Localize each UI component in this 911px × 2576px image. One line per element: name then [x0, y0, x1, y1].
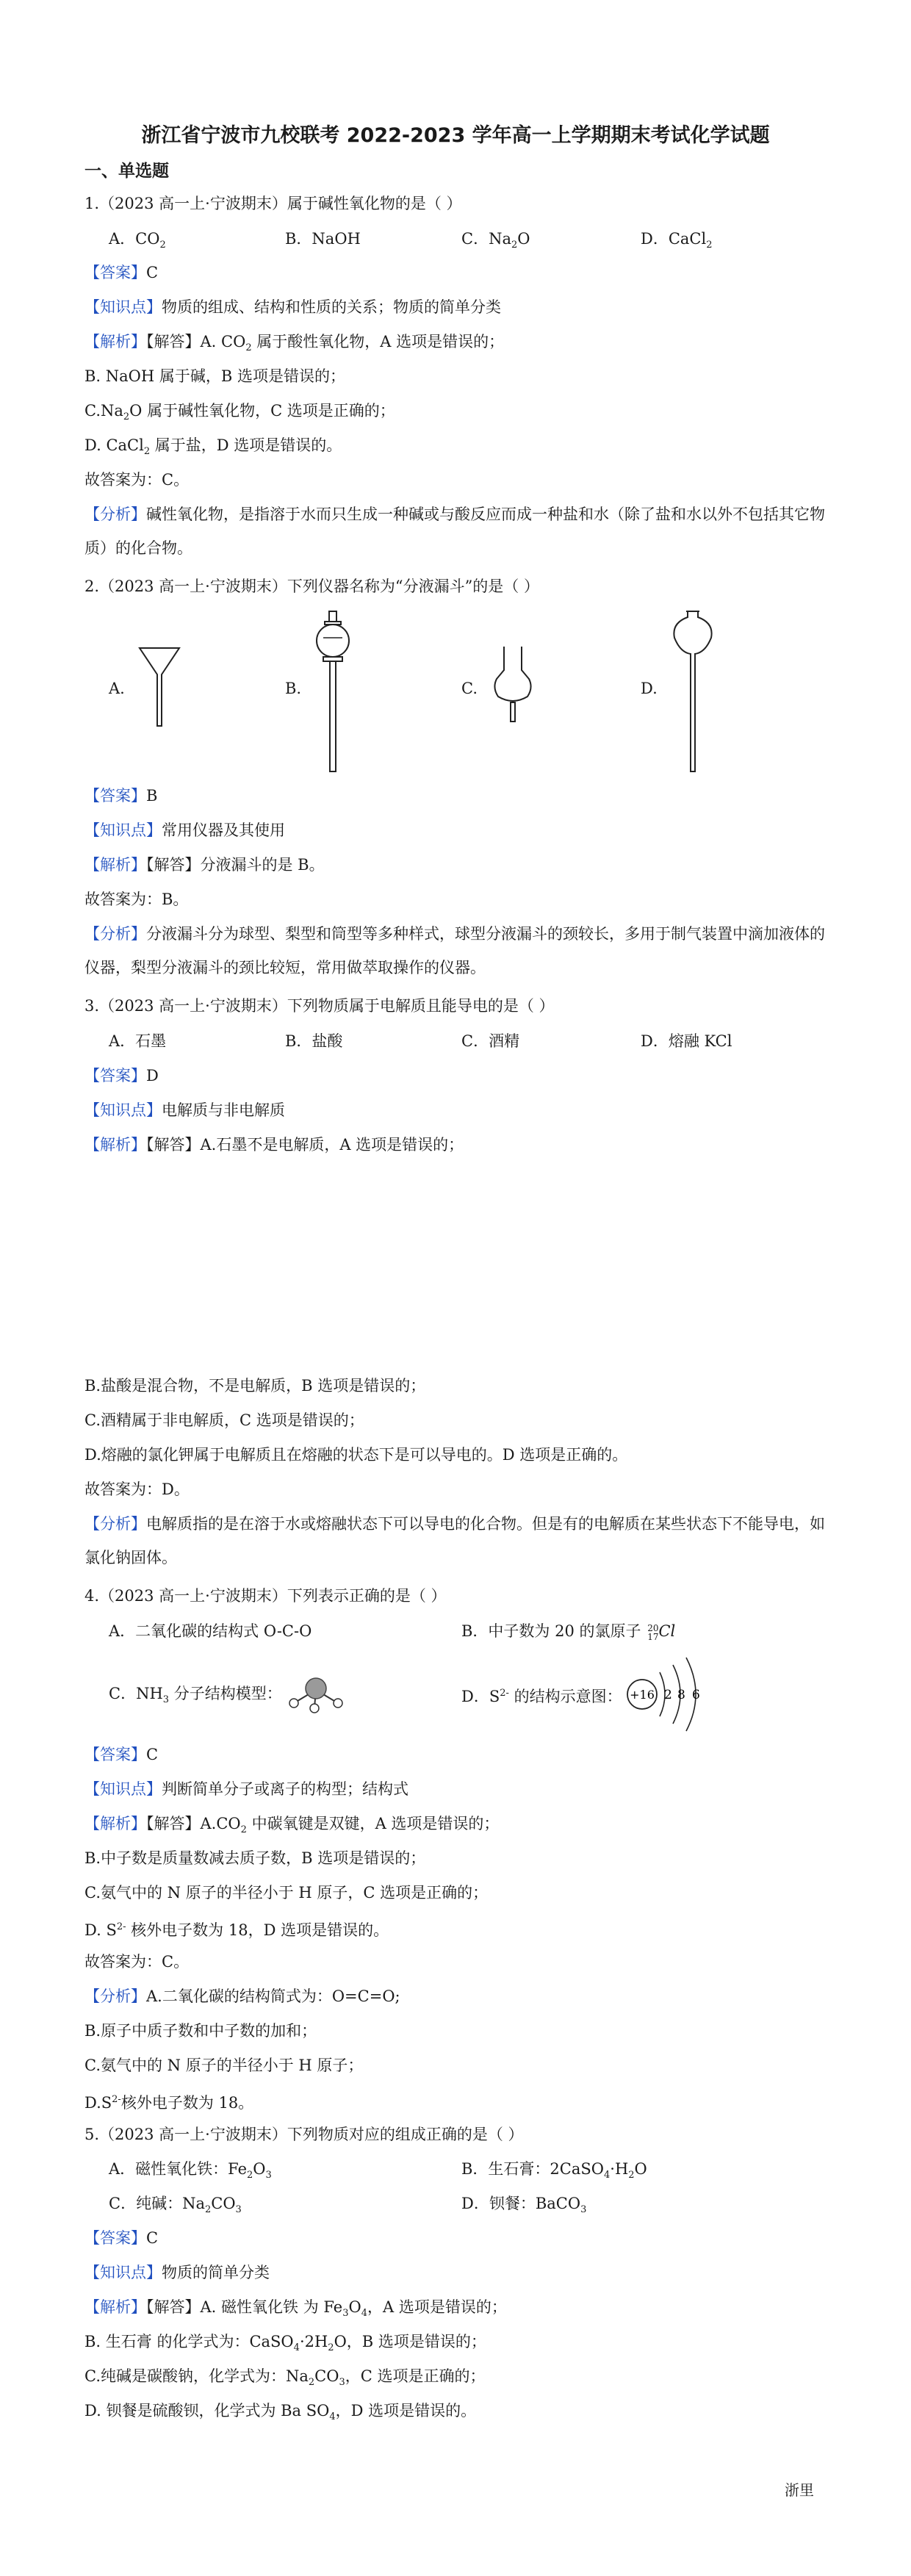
q1-option-a: A．$CO_2$ [109, 230, 166, 251]
shell-3-electrons: 6 [692, 1688, 700, 1702]
q5-explanation-a: 【解析】【解答】A. 磁性氧化铁 为 $Fe_3O_4$，A 选项是错误的； [84, 2298, 507, 2320]
q5-option-d: D．钡餐：BaCO$_3$ [461, 2195, 587, 2216]
q1-final: 故答案为：C。 [84, 471, 190, 489]
q2-explanation: 【解析】【解答】分液漏斗的是 B。 [84, 856, 325, 874]
q4-comment-a: 【分析】A.二氧化碳的结构简式为：O=C=O; [84, 1987, 400, 2005]
q4-final: 故答案为：C。 [84, 1953, 190, 1971]
sulfide-ion-structure-diagram [624, 1659, 727, 1733]
q4-explanation-b: B.中子数是质量数减去质子数，B 选项是错误的； [84, 1849, 426, 1867]
q1-option-c: C．$Na_2O$ [461, 230, 530, 251]
page-footer: 浙里 [785, 2481, 814, 2499]
q3-final: 故答案为：D。 [84, 1481, 190, 1498]
q1-comment: 【分析】碱性氧化物，是指溶于水而只生成一种碱或与酸反应而成一种盐和水（除了盐和水以外不包括其它物质）的化合物。 [84, 506, 825, 557]
q5-explanation-b: B. 生石膏 的化学式为：$CaSO_4\cdot 2H_2O$，B 选项是错误的； [84, 2333, 486, 2354]
q3-comment: 【分析】电解质指的是在溶于水或熔融状态下可以导电的化合物。但是有的电解质在某些状态下不能导电，如氯化钠固体。 [84, 1515, 825, 1566]
q3-answer: 【答案】D [84, 1067, 159, 1084]
q2-option-b: B. [285, 680, 302, 697]
q5-option-a: A．磁性氧化铁：$Fe_2O_3$ [109, 2160, 272, 2181]
q3-option-b: B．盐酸 [285, 1032, 343, 1050]
q2-option-c: C. [461, 680, 478, 697]
q5-stem: 5.（2023 高一上·宁波期末）下列物质对应的组成正确的是（ ） [84, 2126, 524, 2143]
q4-explanation-a: 【解析】【解答】$A.CO_2$ 中碳氧键是双键，A 选项是错误的； [84, 1815, 500, 1836]
q4-explanation-d: D. $S^{2-}$ 核外电子数为 18，D 选项是错误的。 [84, 1921, 389, 1939]
q1-explanation-d: D. CaCl$_2$ 属于盐，D 选项是错误的。 [84, 436, 342, 458]
q1-option-b: B．NaOH [285, 230, 361, 248]
q1-explanation-a: 【解析】【解答】A. $CO_2$ 属于酸性氧化物，A 选项是错误的； [84, 333, 505, 354]
q4-option-c: C．$NH_3$ 分子结构模型： [109, 1685, 282, 1706]
q3-option-a: A．石墨 [109, 1032, 167, 1050]
q3-option-d: D．熔融 KCl [641, 1032, 732, 1050]
q3-explanation-b: B.盐酸是混合物，不是电解质，B 选项是错误的； [84, 1377, 426, 1395]
q3-explanation-a: 【解析】【解答】A.石墨不是电解质，A 选项是错误的； [84, 1136, 464, 1154]
q4-option-b: B．中子数为 20 的氯原子 20 17Cl [461, 1622, 676, 1642]
separatory-funnel-figure [307, 610, 359, 779]
q4-explanation-c: C.氨气中的 N 原子的半径小于 H 原子，C 选项是正确的； [84, 1884, 489, 1902]
q1-answer: 【答案】C [84, 264, 159, 281]
q5-option-b: B．生石膏：$2CaSO_4\cdot H_2O$ [461, 2160, 647, 2181]
q3-explanation-c: C.酒精属于非电解质，C 选项是错误的； [84, 1411, 364, 1429]
q5-knowledge: 【知识点】物质的简单分类 [84, 2264, 270, 2281]
cylindrical-funnel-figure [491, 645, 535, 726]
q2-final: 故答案为：B。 [84, 891, 189, 908]
q1-stem: 1.（2023 高一上·宁波期末）属于碱性氧化物的是（ ） [84, 195, 462, 212]
mass-number: 20 [647, 1622, 659, 1633]
q4-option-a: A．二氧化碳的结构式 O-C-O [109, 1622, 312, 1640]
q1-option-d: D．CaCl$_2$ [641, 230, 713, 251]
globe-funnel-figure [667, 610, 719, 779]
q3-knowledge: 【知识点】电解质与非电解质 [84, 1101, 285, 1119]
q4-option-d: D．$S^{2-}$ 的结构示意图： [461, 1688, 622, 1705]
shell-2-electrons: 8 [677, 1688, 685, 1702]
q1-knowledge: 【知识点】物质的组成、结构和性质的关系；物质的简单分类 [84, 298, 501, 316]
atomic-number: 17 [647, 1631, 659, 1642]
q4-comment-d: $D.S^{2-}$核外电子数为 18。 [84, 2094, 254, 2112]
q5-answer: 【答案】C [84, 2229, 159, 2247]
q5-explanation-d: D. 钡餐是硫酸钡，化学式为 Ba $SO_4$，D 选项是错误的。 [84, 2402, 477, 2423]
q4-comment-c: C.氨气中的 N 原子的半径小于 H 原子； [84, 2057, 364, 2074]
q4-stem: 4.（2023 高一上·宁波期末）下列表示正确的是（ ） [84, 1587, 447, 1605]
q2-option-a: A. [109, 680, 125, 697]
q5-option-c: C．纯碱：$Na_2CO_3$ [109, 2195, 242, 2216]
q5-explanation-c: C.纯碱是碳酸钠，化学式为：$Na_2CO_3$，C 选项是正确的； [84, 2367, 486, 2389]
q1-explanation-c: $C.Na_2O$ 属于碱性氧化物，C 选项是正确的； [84, 402, 395, 423]
funnel-figure [138, 647, 182, 735]
q2-knowledge: 【知识点】常用仪器及其使用 [84, 821, 285, 839]
q2-comment: 【分析】分液漏斗分为球型、梨型和筒型等多种样式，球型分液漏斗的颈较长，多用于制气装置中滴加液体的仪器，梨型分液漏斗的颈比较短，常用做萃取操作的仪器。 [84, 925, 825, 976]
q2-option-d: D. [641, 680, 658, 697]
ammonia-ball-model [285, 1674, 351, 1715]
shell-1-electrons: 2 [664, 1688, 672, 1702]
q3-stem: 3.（2023 高一上·宁波期末）下列物质属于电解质且能导电的是（ ） [84, 997, 555, 1015]
q1-explanation-b: B. NaOH 属于碱，B 选项是错误的； [84, 367, 345, 385]
q3-option-c: C．酒精 [461, 1032, 520, 1050]
q4-comment-b: B.原子中质子数和中子数的加和； [84, 2022, 317, 2040]
page-title: 浙江省宁波市九校联考 2022-2023 学年高一上学期期末考试化学试题 [141, 124, 770, 147]
q4-answer: 【答案】C [84, 1746, 159, 1763]
section-heading: 一、单选题 [84, 162, 169, 181]
q2-stem: 2.（2023 高一上·宁波期末）下列仪器名称为“分液漏斗”的是（ ） [84, 578, 539, 595]
q2-answer: 【答案】B [84, 787, 158, 805]
q3-explanation-d: D.熔融的氯化钾属于电解质且在熔融的状态下是可以导电的。D 选项是正确的。 [84, 1446, 628, 1464]
q4-knowledge: 【知识点】判断简单分子或离子的构型；结构式 [84, 1780, 408, 1798]
nucleus-charge: +16 [630, 1688, 655, 1702]
